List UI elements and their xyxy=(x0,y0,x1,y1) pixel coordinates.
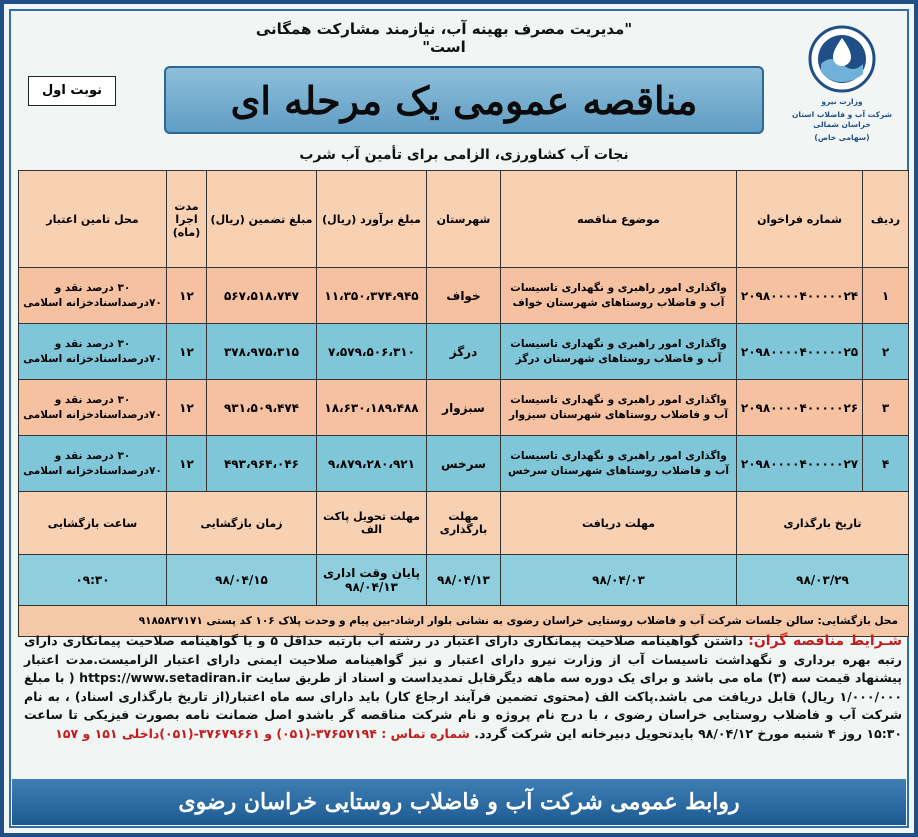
cell-estimate: ۷،۵۷۹،۵۰۶،۳۱۰ xyxy=(317,324,427,380)
cell-duration: ۱۲ xyxy=(167,324,207,380)
cell-duration: ۱۲ xyxy=(167,380,207,436)
header-city: شهرستان xyxy=(427,171,501,268)
cell-city: سرخس xyxy=(427,436,501,492)
cell-duration: ۱۲ xyxy=(167,268,207,324)
schedule-envelope-deadline: پایان وقت اداری ۹۸/۰۴/۱۳ xyxy=(317,555,427,606)
header-duration: مدت اجرا (ماه) xyxy=(167,171,207,268)
schedule-values-row xyxy=(19,555,909,606)
cell-subject: واگذاری امور راهبری و نگهداری تاسیسات آب و فاضلاب روستاهای شهرستان خواف xyxy=(501,268,737,324)
cell-city: سبزوار xyxy=(427,380,501,436)
conditions-title: شـرایط مناقصه گران: xyxy=(748,633,902,649)
schedule-header-receive-deadline: مهلت دریافت xyxy=(501,492,737,555)
header-credit: محل تامین اعتبار xyxy=(19,171,167,268)
logo-line-2: شرکت آب و فاضلاب استان خراسان شمالی xyxy=(792,110,892,129)
table-row xyxy=(19,380,909,436)
cell-call-number: ۲۰۹۸۰۰۰۰۴۰۰۰۰۰۲۴ xyxy=(737,268,863,324)
company-logo xyxy=(788,20,896,142)
schedule-header-opening-date: زمان بازگشایی xyxy=(167,492,317,555)
logo-line-1: وزارت نیرو xyxy=(821,97,863,106)
tender-table xyxy=(18,170,909,637)
setad-website-link[interactable]: https://www.setadiran.ir xyxy=(79,670,252,686)
schedule-header-envelope-deadline: مهلت تحویل پاکت الف xyxy=(317,492,427,555)
header-guarantee: مبلغ تضمین (ریال) xyxy=(207,171,317,268)
cell-row-number: ۴ xyxy=(863,436,909,492)
table-row xyxy=(19,324,909,380)
cell-credit: ۳۰ درصد نقد و ۷۰درصداسنادخزانه اسلامی xyxy=(19,324,167,380)
bidder-conditions xyxy=(24,632,902,744)
cell-estimate: ۹،۸۷۹،۲۸۰،۹۲۱ xyxy=(317,436,427,492)
subtitle: نجات آب کشاورزی، الزامی برای تأمین آب شرب xyxy=(299,147,629,163)
cell-guarantee: ۹۳۱،۵۰۹،۴۷۴ xyxy=(207,380,317,436)
table-header-row xyxy=(19,171,909,268)
cell-row-number: ۲ xyxy=(863,324,909,380)
cell-guarantee: ۵۶۷،۵۱۸،۷۴۷ xyxy=(207,268,317,324)
schedule-header-opening-time: ساعت بازگشایی xyxy=(19,492,167,555)
schedule-header-publish-date: تاریخ بارگذاری xyxy=(737,492,909,555)
title-banner xyxy=(164,66,764,134)
conditions-body-1: داشتن گواهینامه صلاحیت پیمانکاری دارای اعتبار در رشته آب بارتبه حداقل ۵ و یا گواهینامه صلاحیت پیمانکاری دارای رتبه بهره برداری و نگهداشت تاسیسات آب از وزارت نیرو دارای اعتبار و نیز گواهینامه صلاحیت ایمنی دارای اعتبار الزامیست.مدت اعتبار پیشنهاد قیمت سه (۳) ماه می باشد و برای یک دوره سه ماهه دیگرقابل تمدیداست و اسناد از طریق سایت xyxy=(24,633,902,686)
conditions-body-2: ( با مبلغ ۱/۰۰۰/۰۰۰ ریال) قابل دریافت می باشد.پاکت الف (محتوی تضمین فرآیند ارجاع کار) باید دارای سه ماه اعتبار(از تاریخ بارگذاری اسناد) ، به نام شرکت آب و فاضلاب روستایی خراسان رضوی ، با درج نام پروژه و نام شرکت مناقصه گر باشدو اصل ضمانت نامه بصورت فیزیکی تا ساعت ۱۵:۳۰ روز ۴ شنبه مورخ ۹۸/۰۴/۱۲ بایدتحویل دبیرخانه این شرکت گردد. xyxy=(24,670,902,741)
header-estimate: مبلغ برآورد (ریال) xyxy=(317,171,427,268)
page-title: مناقصه عمومی یک مرحله ای xyxy=(230,77,698,123)
contact-phones: ۳۷۶۵۷۱۹۴-(۰۵۱) و ۳۷۶۷۹۶۶۱-(۰۵۱)داخلی ۱۵۱ و ۱۵۷ xyxy=(55,725,377,741)
cell-credit: ۳۰ درصد نقد و ۷۰درصداسنادخزانه اسلامی xyxy=(19,436,167,492)
schedule-receive-deadline: ۹۸/۰۴/۰۳ xyxy=(501,555,737,606)
cell-credit: ۳۰ درصد نقد و ۷۰درصداسنادخزانه اسلامی xyxy=(19,380,167,436)
schedule-upload-deadline: ۹۸/۰۴/۱۳ xyxy=(427,555,501,606)
cell-subject: واگذاری امور راهبری و نگهداری تاسیسات آب و فاضلاب روستاهای شهرستان سرخس xyxy=(501,436,737,492)
schedule-opening-time: ۰۹:۳۰ xyxy=(19,555,167,606)
header-call-number: شماره فراخوان xyxy=(737,171,863,268)
schedule-opening-date: ۹۸/۰۴/۱۵ xyxy=(167,555,317,606)
header-row-number: ردیف xyxy=(863,171,909,268)
contact-label: شماره تماس : xyxy=(381,725,470,741)
cell-call-number: ۲۰۹۸۰۰۰۰۴۰۰۰۰۰۲۷ xyxy=(737,436,863,492)
cell-call-number: ۲۰۹۸۰۰۰۰۴۰۰۰۰۰۲۶ xyxy=(737,380,863,436)
cell-subject: واگذاری امور راهبری و نگهداری تاسیسات آب و فاضلاب روستاهای شهرستان درگز xyxy=(501,324,737,380)
cell-row-number: ۱ xyxy=(863,268,909,324)
cell-estimate: ۱۸،۶۳۰،۱۸۹،۴۸۸ xyxy=(317,380,427,436)
header-subject: موضوع مناقصه xyxy=(501,171,737,268)
cell-row-number: ۳ xyxy=(863,380,909,436)
round-badge: نوبت اول xyxy=(28,76,116,106)
footer-text: روابط عمومی شرکت آب و فاضلاب روستایی خراسان رضوی xyxy=(178,789,740,815)
cell-guarantee: ۴۹۳،۹۶۴،۰۴۶ xyxy=(207,436,317,492)
logo-line-3: (سهامی خاص) xyxy=(814,133,870,142)
cell-duration: ۱۲ xyxy=(167,436,207,492)
cell-city: درگز xyxy=(427,324,501,380)
opening-venue: محل بازگشایی: سالن جلسات شرکت آب و فاضلاب روستایی خراسان رضوی به نشانی بلوار ارشاد-بین پیام و وحدت پلاک ۱۰۶ کد پستی ۹۱۸۵۸۳۷۱۷۱ xyxy=(19,606,909,637)
table-row xyxy=(19,268,909,324)
cell-estimate: ۱۱،۳۵۰،۳۷۴،۹۴۵ xyxy=(317,268,427,324)
footer-banner xyxy=(12,779,906,825)
motto: "مدیریت مصرف بهینه آب، نیازمند مشارکت همگانی است" xyxy=(255,20,633,56)
cell-subject: واگذاری امور راهبری و نگهداری تاسیسات آب و فاضلاب روستاهای شهرستان سبزوار xyxy=(501,380,737,436)
cell-guarantee: ۳۷۸،۹۷۵،۳۱۵ xyxy=(207,324,317,380)
water-drop-logo-icon xyxy=(807,24,877,94)
cell-city: خواف xyxy=(427,268,501,324)
schedule-header-row xyxy=(19,492,909,555)
schedule-header-upload-deadline: مهلت بارگذاری xyxy=(427,492,501,555)
cell-call-number: ۲۰۹۸۰۰۰۰۴۰۰۰۰۰۲۵ xyxy=(737,324,863,380)
schedule-publish-date: ۹۸/۰۳/۲۹ xyxy=(737,555,909,606)
table-row xyxy=(19,436,909,492)
cell-credit: ۳۰ درصد نقد و ۷۰درصداسنادخزانه اسلامی xyxy=(19,268,167,324)
